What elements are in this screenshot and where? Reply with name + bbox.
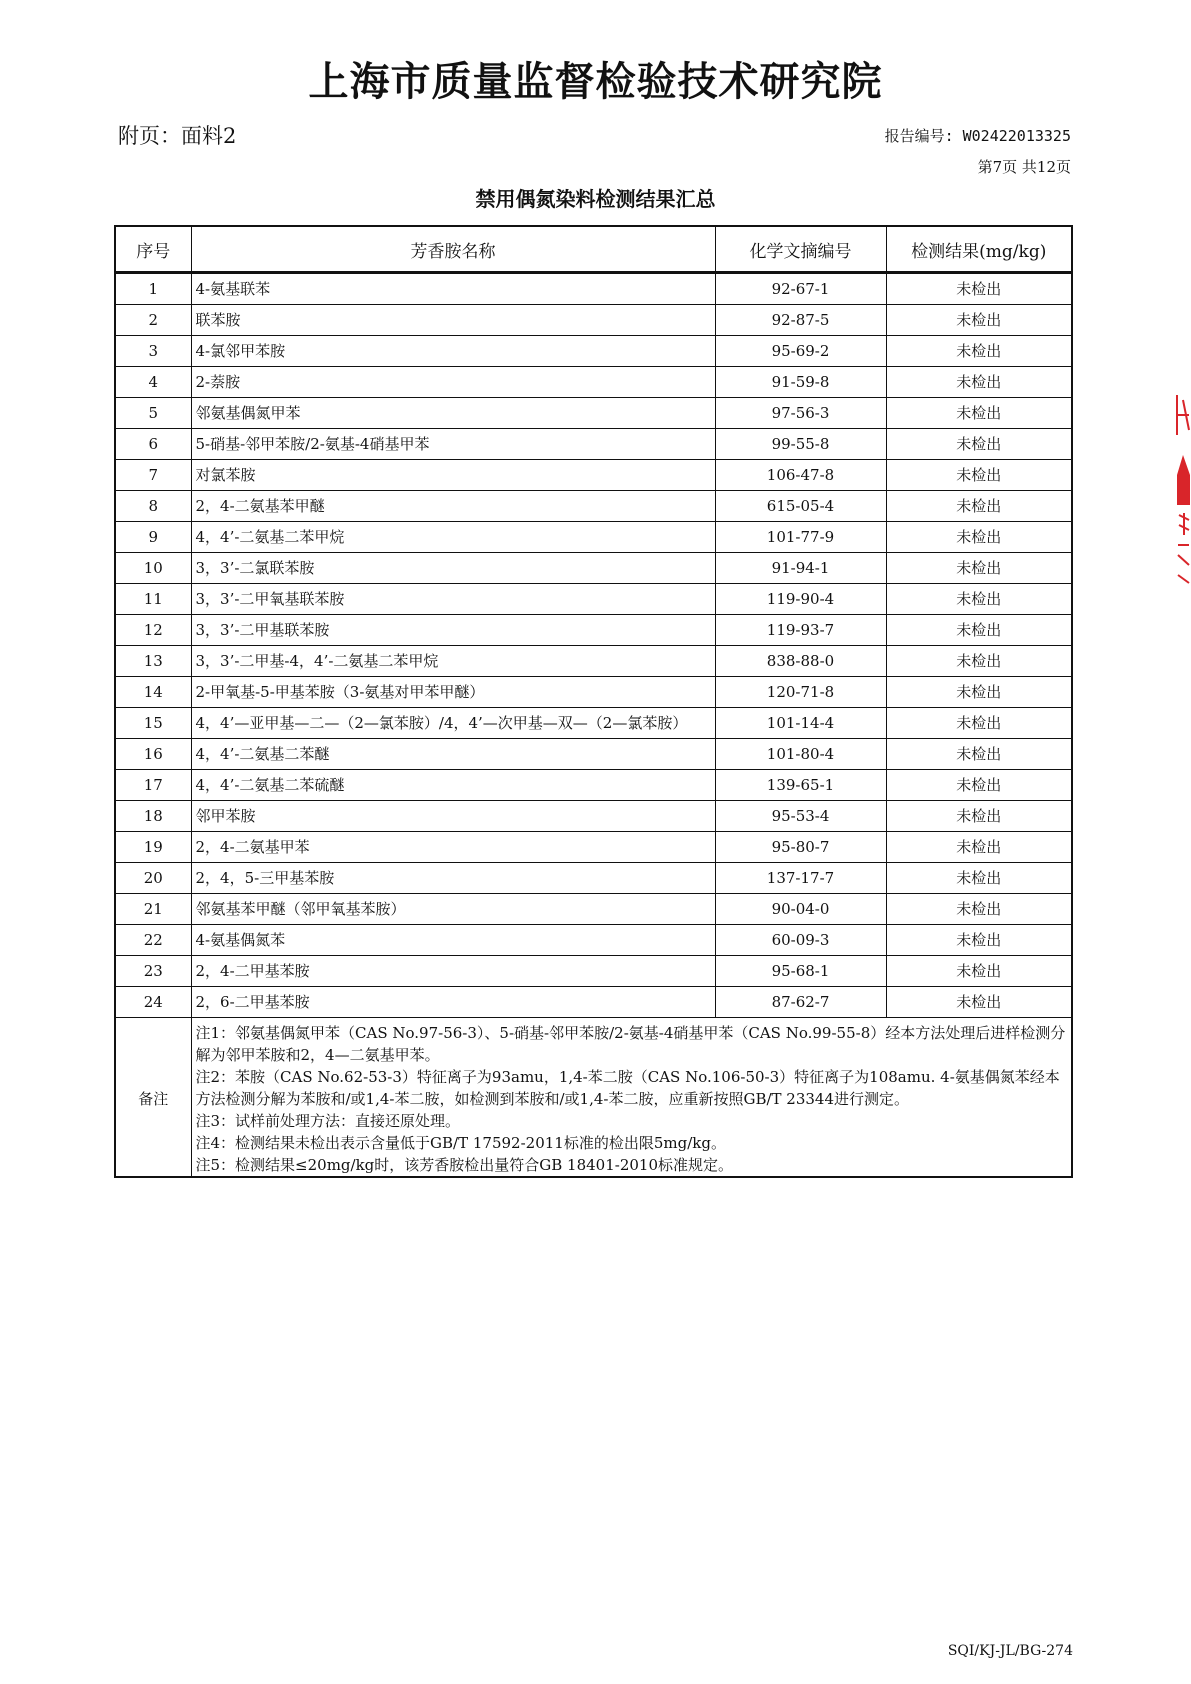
amine-name: 2-萘胺 — [191, 367, 715, 398]
row-number: 13 — [115, 646, 191, 677]
test-result: 未检出 — [886, 677, 1072, 708]
table-row — [115, 801, 1072, 832]
table-row — [115, 863, 1072, 894]
row-number: 7 — [115, 460, 191, 491]
results-body — [115, 273, 1072, 1178]
table-row — [115, 460, 1072, 491]
cas-number: 101-14-4 — [715, 708, 886, 739]
header-cas: 化学文摘编号 — [715, 226, 886, 273]
notes-label: 备注 — [115, 1018, 191, 1178]
row-number: 12 — [115, 615, 191, 646]
amine-name: 联苯胺 — [191, 305, 715, 336]
cas-number: 119-90-4 — [715, 584, 886, 615]
row-number: 11 — [115, 584, 191, 615]
table-row — [115, 522, 1072, 553]
test-result: 未检出 — [886, 987, 1072, 1018]
row-number: 21 — [115, 894, 191, 925]
amine-name: 邻氨基苯甲醚（邻甲氧基苯胺） — [191, 894, 715, 925]
test-result: 未检出 — [886, 522, 1072, 553]
cas-number: 615-05-4 — [715, 491, 886, 522]
table-header-row — [115, 226, 1072, 273]
table-row — [115, 956, 1072, 987]
table-row — [115, 398, 1072, 429]
table-row — [115, 305, 1072, 336]
test-result: 未检出 — [886, 894, 1072, 925]
test-result: 未检出 — [886, 925, 1072, 956]
amine-name: 4-氯邻甲苯胺 — [191, 336, 715, 367]
form-code: SQI/KJ-JL/BG-274 — [947, 1643, 1073, 1659]
test-result: 未检出 — [886, 863, 1072, 894]
cas-number: 106-47-8 — [715, 460, 886, 491]
cas-number: 92-67-1 — [715, 273, 886, 305]
amine-name: 5-硝基-邻甲苯胺/2-氨基-4硝基甲苯 — [191, 429, 715, 460]
row-number: 6 — [115, 429, 191, 460]
amine-name: 2，4-二甲基苯胺 — [191, 956, 715, 987]
amine-name: 4，4’-二氨基二苯甲烷 — [191, 522, 715, 553]
table-row — [115, 832, 1072, 863]
table-row — [115, 615, 1072, 646]
note-1: 注1：邻氨基偶氮甲苯（CAS No.97-56-3）、5-硝基-邻甲苯胺/2-氨基-4硝基甲苯（CAS No.99-55-8）经本方法处理后进样检测分解为邻甲苯胺和2，4—二氨基甲苯。 — [195, 1024, 1066, 1064]
amine-name: 4，4’—亚甲基—二—（2—氯苯胺）/4，4’—次甲基—双—（2—氯苯胺） — [191, 708, 715, 739]
table-row — [115, 646, 1072, 677]
cas-number: 90-04-0 — [715, 894, 886, 925]
cas-number: 99-55-8 — [715, 429, 886, 460]
cas-number: 95-80-7 — [715, 832, 886, 863]
amine-name: 4，4’-二氨基二苯醚 — [191, 739, 715, 770]
test-result: 未检出 — [886, 956, 1072, 987]
table-row — [115, 584, 1072, 615]
row-number: 22 — [115, 925, 191, 956]
header-no: 序号 — [115, 226, 191, 273]
test-result: 未检出 — [886, 801, 1072, 832]
test-result: 未检出 — [886, 770, 1072, 801]
test-result: 未检出 — [886, 553, 1072, 584]
test-result: 未检出 — [886, 832, 1072, 863]
report-title: 禁用偶氮染料检测结果汇总 — [475, 187, 716, 211]
amine-name: 2，4，5-三甲基苯胺 — [191, 863, 715, 894]
test-result: 未检出 — [886, 336, 1072, 367]
cas-number: 91-59-8 — [715, 367, 886, 398]
results-table — [114, 225, 1073, 1178]
cas-number: 120-71-8 — [715, 677, 886, 708]
row-number: 15 — [115, 708, 191, 739]
test-result: 未检出 — [886, 646, 1072, 677]
cas-number: 95-68-1 — [715, 956, 886, 987]
test-result: 未检出 — [886, 584, 1072, 615]
row-number: 9 — [115, 522, 191, 553]
table-row — [115, 708, 1072, 739]
test-result: 未检出 — [886, 739, 1072, 770]
table-row — [115, 739, 1072, 770]
cas-number: 60-09-3 — [715, 925, 886, 956]
row-number: 23 — [115, 956, 191, 987]
row-number: 17 — [115, 770, 191, 801]
cas-number: 838-88-0 — [715, 646, 886, 677]
row-number: 8 — [115, 491, 191, 522]
amine-name: 3，3’-二氯联苯胺 — [191, 553, 715, 584]
row-number: 2 — [115, 305, 191, 336]
test-result: 未检出 — [886, 708, 1072, 739]
row-number: 24 — [115, 987, 191, 1018]
amine-name: 2，6-二甲基苯胺 — [191, 987, 715, 1018]
cas-number: 119-93-7 — [715, 615, 886, 646]
row-number: 18 — [115, 801, 191, 832]
amine-name: 3，3’-二甲氧基联苯胺 — [191, 584, 715, 615]
table-row — [115, 925, 1072, 956]
amine-name: 4-氨基联苯 — [191, 273, 715, 305]
appendix-label: 附页：面料2 — [118, 124, 237, 148]
amine-name: 2，4-二氨基苯甲醚 — [191, 491, 715, 522]
cas-number: 91-94-1 — [715, 553, 886, 584]
row-number: 19 — [115, 832, 191, 863]
amine-name: 邻甲苯胺 — [191, 801, 715, 832]
table-row — [115, 677, 1072, 708]
amine-name: 3，3’-二甲基联苯胺 — [191, 615, 715, 646]
table-row — [115, 273, 1072, 305]
cas-number: 101-80-4 — [715, 739, 886, 770]
cas-number: 101-77-9 — [715, 522, 886, 553]
test-result: 未检出 — [886, 615, 1072, 646]
amine-name: 对氯苯胺 — [191, 460, 715, 491]
amine-name: 2-甲氧基-5-甲基苯胺（3-氨基对甲苯甲醚） — [191, 677, 715, 708]
test-result: 未检出 — [886, 367, 1072, 398]
amine-name: 3，3’-二甲基-4，4’-二氨基二苯甲烷 — [191, 646, 715, 677]
row-number: 14 — [115, 677, 191, 708]
test-result: 未检出 — [886, 429, 1072, 460]
seal-stamp-fragment — [1175, 395, 1191, 585]
amine-name: 邻氨基偶氮甲苯 — [191, 398, 715, 429]
note-2: 注2：苯胺（CAS No.62-53-3）特征离子为93amu，1,4-苯二胺（CAS No.106-50-3）特征离子为108amu. 4-氨基偶氮苯经本方法检测分解为苯胺和/或1,4-苯二胺，如检测到苯胺和/或1,4-苯二胺，应重新按照GB/T 23344进行测定。 — [195, 1068, 1060, 1108]
note-4: 注4：检测结果未检出表示含量低于GB/T 17592-2011标准的检出限5mg/kg。 — [195, 1134, 726, 1152]
amine-name: 2，4-二氨基甲苯 — [191, 832, 715, 863]
test-result: 未检出 — [886, 398, 1072, 429]
cas-number: 92-87-5 — [715, 305, 886, 336]
table-row — [115, 429, 1072, 460]
row-number: 1 — [115, 273, 191, 305]
row-number: 20 — [115, 863, 191, 894]
test-result: 未检出 — [886, 305, 1072, 336]
table-row — [115, 770, 1072, 801]
row-number: 4 — [115, 367, 191, 398]
amine-name: 4，4’-二氨基二苯硫醚 — [191, 770, 715, 801]
table-row — [115, 491, 1072, 522]
report-number: 报告编号: W02422013325 — [884, 127, 1071, 145]
table-row — [115, 336, 1072, 367]
note-5: 注5：检测结果≤20mg/kg时，该芳香胺检出量符合GB 18401-2010标准规定。 — [195, 1156, 734, 1174]
test-result: 未检出 — [886, 273, 1072, 305]
row-number: 3 — [115, 336, 191, 367]
note-3: 注3：试样前处理方法：直接还原处理。 — [195, 1112, 461, 1130]
table-row — [115, 987, 1072, 1018]
row-number: 5 — [115, 398, 191, 429]
cas-number: 87-62-7 — [715, 987, 886, 1018]
header-name: 芳香胺名称 — [191, 226, 715, 273]
cas-number: 95-69-2 — [715, 336, 886, 367]
cas-number: 95-53-4 — [715, 801, 886, 832]
header-result: 检测结果(mg/kg) — [886, 226, 1072, 273]
row-number: 16 — [115, 739, 191, 770]
table-row — [115, 553, 1072, 584]
notes-row — [115, 1018, 1072, 1178]
test-result: 未检出 — [886, 460, 1072, 491]
cas-number: 97-56-3 — [715, 398, 886, 429]
cas-number: 137-17-7 — [715, 863, 886, 894]
page-indicator: 第7页 共12页 — [977, 158, 1071, 176]
table-row — [115, 894, 1072, 925]
notes-cell — [191, 1018, 1072, 1178]
cas-number: 139-65-1 — [715, 770, 886, 801]
table-row — [115, 367, 1072, 398]
institution-title: 上海市质量监督检验技术研究院 — [308, 58, 883, 105]
test-result: 未检出 — [886, 491, 1072, 522]
amine-name: 4-氨基偶氮苯 — [191, 925, 715, 956]
row-number: 10 — [115, 553, 191, 584]
